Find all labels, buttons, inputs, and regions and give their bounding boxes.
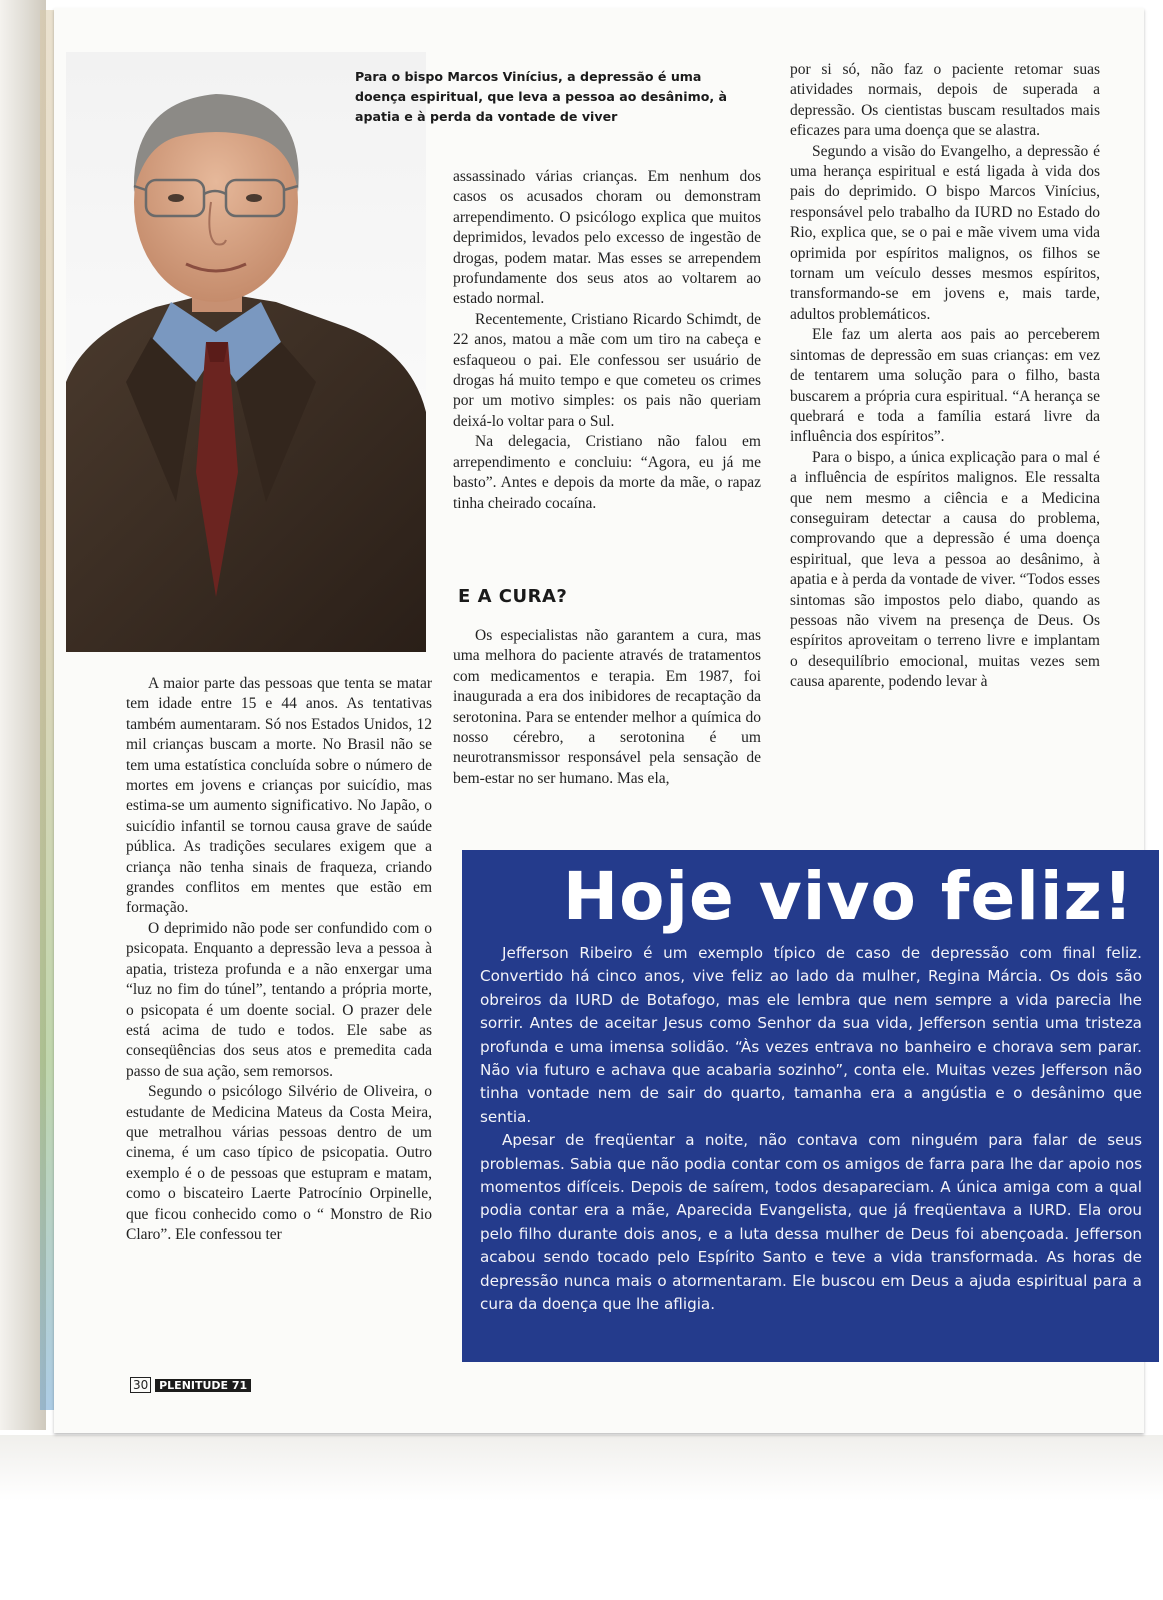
paragraph: Segundo a visão do Evangelho, a depressão é uma herança espiritual e está ligada à vida dos pais do deprimido. O bispo Marcos Vinícius, responsável pelo trabalho da IURD no Estado do Rio, explica que, se o pai e mãe vivem uma vida oprimida por espíritos malignos, os filhos se tornam um veículo desses mesmos espíritos, transformando-se em jovens e, mais tarde, adultos problemáticos. xyxy=(790,142,1100,323)
paragraph: Recentemente, Cristiano Ricardo Schimdt, de 22 anos, matou a mãe com um tiro na cabeça e esfaqueou o pai. Ele confessou ser usuário de drogas há muito tempo e que cometeu os crimes por um motivo simples: os pais não queriam deixá-lo voltar para o Sul. xyxy=(453,310,761,430)
paragraph: A maior parte das pessoas que tenta se matar tem idade entre 15 e 44 anos. As tentativas também aumentaram. Só nos Estados Unidos, 12 mil crianças buscam a morte. No Brasil não se tem uma estatística concluída sobre o número de mortes em jovens e crianças por suicídio, mas estima-se um aumento significativo. No Japão, o suicídio infantil se tornou causa grave de saúde pública. As tradições seculares exigem que a criança não tenha sinais de fraqueza, criando grandes conflitos em mentes que estão em formação. xyxy=(126,675,432,917)
article-column-3 xyxy=(790,60,1100,693)
paragraph: Os especialistas não garantem a cura, mas uma melhora do paciente através de tratamentos com medicamentos e terapia. Em 1987, foi inaugurada a era dos inibidores de recaptação da serotonina. Para se entender melhor a química do nosso cérebro, a serotonina é um neurotransmissor responsável pela sensação de bem-estar no ser humano. Mas ela, xyxy=(453,627,761,787)
photo-caption: Para o bispo Marcos Vinícius, a depressão é uma doença espiritual, que leva a pessoa ao desânimo, à apatia e à perda da vontade de viver xyxy=(355,69,728,124)
bishop-portrait-photo xyxy=(66,52,426,652)
paragraph: por si só, não faz o paciente retomar suas atividades normais, depois de superada a depressão. Os cientistas buscam resultados mais eficazes para uma doença que se alastra. xyxy=(790,61,1100,140)
testimony-box xyxy=(462,850,1159,1362)
portrait-illustration xyxy=(66,52,426,652)
magazine-name: PLENITUDE 71 xyxy=(155,1379,251,1392)
testimony-body xyxy=(480,942,1142,1317)
page-folio xyxy=(130,1378,251,1392)
article-column-2-continued xyxy=(453,626,761,789)
paragraph: Na delegacia, Cristiano não falou em arrependimento e concluiu: “Agora, eu já me basto”. Antes e depois da morte da mãe, o rapaz tinha cheirado cocaína. xyxy=(453,433,761,512)
paragraph: Para o bispo, a única explicação para o mal é a influência de espíritos malignos. Ele ressalta que nem mesmo a ciência e a Medicina conseguiram detectar a causa do problema, comprovando que a depressão é uma doença espiritual, que leva a pessoa ao desânimo, à apatia e à perda da vontade de viver. “Todos esses sintomas são impostos pelo diabo, quando as pessoas não vivem na presença de Deus. Os espíritos aproveitam o terreno livre e implantam o desequilíbrio emocional, muitas vezes sem causa aparente, podendo levar à xyxy=(790,448,1100,691)
scan-bottom-margin xyxy=(0,1435,1163,1600)
paragraph: Ele faz um alerta aos pais ao perceberem sintomas de depressão em suas crianças: em vez de tentarem uma solução para o filho, basta buscarem a própria cura espiritual. “A herança se quebrará e toda a família estará livre da influência dos espíritos”. xyxy=(790,326,1100,446)
paragraph: assassinado várias crianças. Em nenhum dos casos os acusados choram ou demonstram arrependimento. O psicólogo explica que muitos deprimidos, levados pelo excesso de ingestão de drogas, podem matar. Mas esses se arrependem profundamente dos seus atos ao voltarem ao estado normal. xyxy=(453,168,761,308)
section-subhead: E A CURA? xyxy=(458,586,568,607)
paragraph: O deprimido não pode ser confundido com o psicopata. Enquanto a depressão leva a pessoa à apatia, tristeza profunda e a não enxergar uma “luz no fim do túnel”, tentando a própria morte, o psicopata é um doente social. O prazer dele está acima de tudo e todos. Ele sabe as conseqüências dos seus atos e premedita cada passo de sua ação, sem remorsos. xyxy=(126,919,432,1080)
paragraph: Jefferson Ribeiro é um exemplo típico de caso de depressão com final feliz. Convertido há cinco anos, vive feliz ao lado da mulher, Regina Márcia. Os dois são obreiros da IURD de Botafogo, mas ele lembra que nem sempre a vida parecia lhe sorrir. Antes de aceitar Jesus como Senhor da sua vida, Jefferson sentia uma tristeza profunda e uma imensa solidão. “Às vezes entrava no banheiro e chorava sem parar. Não via futuro e achava que acabaria sozinho”, conta ele. Muitas vezes Jefferson não tinha vontade nem de sair do quarto, tamanha era a angústia e o desânimo que sentia. xyxy=(480,944,1142,1126)
article-column-2 xyxy=(453,167,761,514)
article-column-1 xyxy=(126,674,432,1245)
page-number: 30 xyxy=(130,1377,151,1393)
paragraph: Segundo o psicólogo Silvério de Oliveira, o estudante de Medicina Mateus da Costa Meira, que metralhou várias pessoas dentro de um cinema, é um caso típico de psicopatia. Outro exemplo é o de pessoas que estupram e matam, como o biscateiro Laerte Patrocínio Orpinelle, que ficou conhecido como o “ Monstro de Rio Claro”. Ele confessou ter xyxy=(126,1083,432,1243)
testimony-title: Hoje vivo feliz! xyxy=(562,858,1134,935)
paragraph: Apesar de freqüentar a noite, não contava com ninguém para falar de seus problemas. Sabia que não podia contar com os amigos de farra para lhe dar apoio nos momentos difíceis. Depois de saírem, todos desapareciam. A única amiga com a qual podia contar era a mãe, Aparecida Evangelista, que já freqüentava a IURD. Ela orou pelo filho durante dois anos, e a luta dessa mulher de Deus foi abençoada. Jefferson acabou sendo tocado pelo Espírito Santo e teve a vida transformada. As horas de depressão nunca mais o atormentaram. Ele buscou em Deus a ajuda espiritual para a cura da doença que lhe afligia. xyxy=(480,1131,1142,1314)
